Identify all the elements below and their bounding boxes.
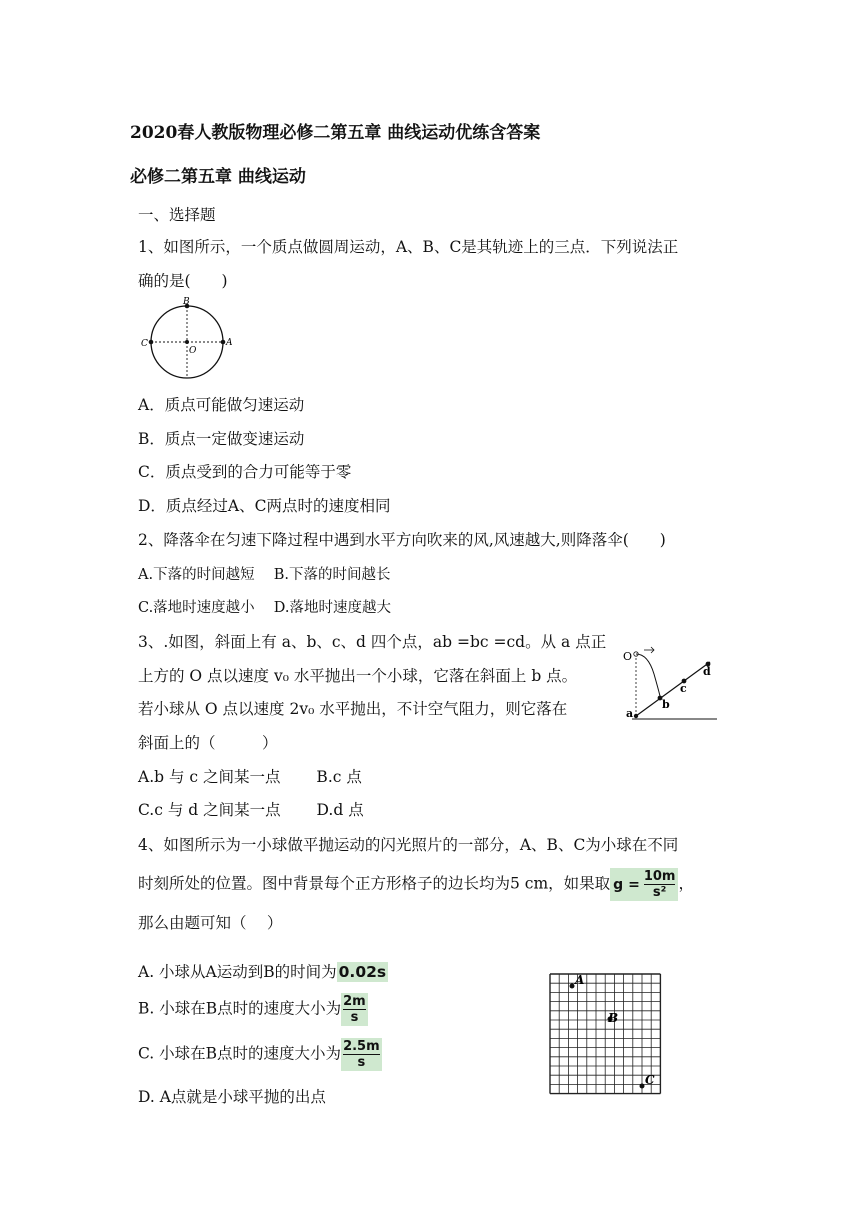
- q3-label-b: b: [662, 698, 670, 711]
- ball-position-c: [640, 1084, 645, 1089]
- background-grid: [550, 974, 660, 1094]
- q4-label-B: B: [608, 1011, 619, 1025]
- document-title: 2020春人教版物理必修二第五章 曲线运动优练含答案: [130, 123, 541, 143]
- q1-option-d: D．质点经过A、C两点时的速度相同: [138, 497, 391, 515]
- q4-b-numerator: 2m: [343, 994, 366, 1009]
- q1-label-C: C: [141, 339, 148, 349]
- q2-options-ab: A.下落的时间越短 B.下落的时间越长: [138, 567, 391, 583]
- q3-slope-figure: [622, 644, 722, 724]
- q4-g-numerator: 10m: [643, 869, 676, 884]
- q4-label-C: C: [645, 1073, 655, 1087]
- q4-c-numerator: 2.5m: [343, 1039, 380, 1054]
- q1-label-A: A: [226, 338, 233, 348]
- q4-stem-line2-text: 时刻所处的位置。图中背景每个正方形格子的边长均为5 cm，如果取: [138, 874, 611, 893]
- q1-stem-line1: 1、如图所示，一个质点做圆周运动，A、B、C是其轨迹上的三点．下列说法正: [138, 238, 679, 256]
- q2-stem: 2、降落伞在匀速下降过程中遇到水平方向吹来的风,风速越大,则降落伞( ): [138, 531, 666, 549]
- q4-option-b-text: B. 小球在B点时的速度大小为: [138, 999, 342, 1018]
- q4-option-d: D. A点就是小球平抛的出点: [138, 1088, 326, 1106]
- q1-option-c: C．质点受到的合力可能等于零: [138, 463, 352, 481]
- q3-stem-line2: 上方的 O 点以速度 v₀ 水平抛出一个小球，它落在斜面上 b 点。: [138, 667, 578, 685]
- q1-circle-figure: [138, 296, 238, 388]
- chapter-heading: 必修二第五章 曲线运动: [130, 167, 306, 187]
- q1-option-b: B．质点一定做变速运动: [138, 430, 305, 448]
- q4-option-c: [138, 1038, 382, 1071]
- q1-label-B: B: [183, 297, 190, 307]
- q3-stem-line4: 斜面上的（ ）: [138, 734, 278, 752]
- q4-g-value: [610, 868, 678, 901]
- q4-g-lhs: g =: [613, 876, 640, 893]
- q3-options-ab: A.b 与 c 之间某一点 B.c 点: [138, 768, 362, 786]
- q3-label-a: a: [626, 707, 634, 720]
- q4-option-a: [138, 960, 388, 982]
- q3-stem-line3: 若小球从 O 点以速度 2v₀ 水平抛出，不计空气阻力，则它落在: [138, 700, 568, 718]
- q4-stem-line1: 4、如图所示为一小球做平抛运动的闪光照片的一部分，A、B、C为小球在不同: [138, 836, 679, 854]
- q3-label-d: d: [703, 665, 711, 678]
- q2-options-cd: C.落地时速度越小 D.落地时速度越大: [138, 600, 392, 616]
- q4-option-b-value: [341, 993, 368, 1026]
- q4-label-A: A: [575, 973, 585, 987]
- q4-stem-line2-end: ，: [678, 874, 694, 893]
- q4-option-c-text: C. 小球在B点时的速度大小为: [138, 1044, 342, 1063]
- q4-g-denominator: s²: [652, 885, 667, 900]
- q4-c-denominator: s: [357, 1055, 366, 1070]
- q4-option-a-value: 0.02s: [338, 963, 387, 981]
- q3-stem-line1: 3、.如图，斜面上有 a、b、c、d 四个点，ab =bc =cd。从 a 点正: [138, 633, 607, 651]
- q4-stem-line2: [138, 868, 694, 901]
- q1-label-O: O: [189, 346, 197, 356]
- q4-option-a-text: A. 小球从A运动到B的时间为: [138, 963, 337, 981]
- q3-options-cd: C.c 与 d 之间某一点 D.d 点: [138, 801, 364, 819]
- q4-grid-figure: [546, 970, 670, 1104]
- q4-option-b: [138, 993, 368, 1026]
- q3-label-O: O: [623, 650, 633, 663]
- ball-position-a: [570, 984, 575, 989]
- q4-b-denominator: s: [350, 1010, 359, 1025]
- q1-stem-line2: 确的是( ): [138, 272, 228, 290]
- q1-option-a: A．质点可能做匀速运动: [138, 396, 305, 414]
- q4-stem-line3: 那么由题可知（ ）: [138, 914, 283, 932]
- q4-option-c-value: [341, 1038, 382, 1071]
- q3-label-c: c: [680, 682, 687, 695]
- section-heading: 一、选择题: [138, 206, 216, 224]
